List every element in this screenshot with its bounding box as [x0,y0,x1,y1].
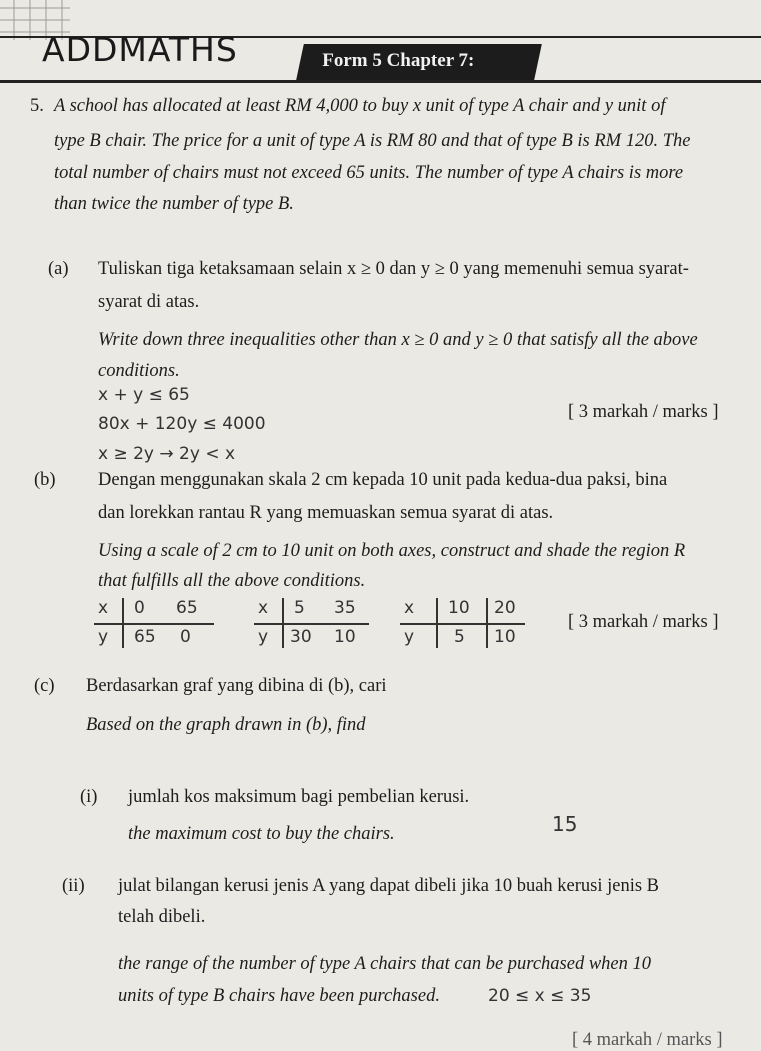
table-3-y-label: y [404,627,415,647]
question-stem-line-2: type B chair. The price for a unit of type A is RM 80 and that of type B is RM 120. The [54,131,691,151]
handwritten-answer-c-i: 15 [552,812,578,836]
part-b-english-line-2: that fulfills all the above conditions. [98,571,366,591]
table-3-y-value-2: 10 [494,627,516,647]
subject-title: ADDMATHS [42,30,238,69]
part-c-ii-malay-line-1: julat bilangan kerusi jenis A yang dapat dibeli jika 10 buah kerusi jenis B [118,876,660,896]
part-b-english-line-1: Using a scale of 2 cm to 10 unit on both axes, construct and shade the region R [98,541,686,561]
value-table-1 [98,598,213,653]
part-c-ii-english-line-1: the range of the number of type A chairs that can be purchased when 10 [118,954,651,974]
table-1-y-value-1: 65 [134,627,156,647]
part-c-i-malay: jumlah kos maksimum bagi pembelian kerusi. [128,787,470,807]
question-stem-line-4: than twice the number of type B. [54,194,294,214]
question-number: 5. [30,96,44,116]
part-b-malay-line-1: Dengan menggunakan skala 2 cm kepada 10 unit pada kedua-dua paksi, bina [98,470,668,490]
table-3-divider-1 [436,598,438,648]
table-2-y-value-2: 10 [334,627,356,647]
part-a-malay-line-2: syarat di atas. [98,292,200,312]
table-2-y-value-1: 30 [290,627,312,647]
part-c-label: (c) [34,676,55,696]
part-c-malay-intro: Berdasarkan graf yang dibina di (b), cari [86,676,387,696]
table-1-divider [122,598,124,648]
table-3-x-value-1: 10 [448,598,470,618]
chapter-label: Form 5 Chapter 7: [322,50,475,71]
header-rule-bottom [0,80,761,83]
table-1-x-label: x [98,598,109,618]
part-b-marks: [ 3 markah / marks ] [568,612,719,632]
part-a-english-line-2: conditions. [98,361,180,381]
value-table-2 [258,598,373,653]
part-a-malay-line-1: Tuliskan tiga ketaksamaan selain x ≥ 0 dan y ≥ 0 yang memenuhi semua syarat- [98,259,689,279]
handwritten-answer-c-ii: 20 ≤ x ≤ 35 [488,986,592,1006]
table-2-x-value-2: 35 [334,598,356,618]
table-2-y-label: y [258,627,269,647]
part-c-i-label: (i) [80,787,98,807]
part-a-marks: [ 3 markah / marks ] [568,402,719,422]
question-stem-line-1: A school has allocated at least RM 4,000 to buy x unit of type A chair and y unit of [54,96,666,116]
part-a-english-line-1: Write down three inequalities other than x ≥ 0 and y ≥ 0 that satisfy all the above [98,330,698,350]
table-1-x-value-1: 0 [134,598,145,618]
table-3-y-value-1: 5 [454,627,465,647]
part-c-ii-malay-line-2: telah dibeli. [118,907,206,927]
table-2-x-label: x [258,598,269,618]
table-2-rule [254,623,369,625]
part-c-english-intro: Based on the graph drawn in (b), find [86,715,366,735]
part-b-label: (b) [34,470,56,490]
table-1-x-value-2: 65 [176,598,198,618]
table-1-y-label: y [98,627,109,647]
handwritten-inequality-3: x ≥ 2y → 2y < x [98,444,236,464]
question-stem-line-3: total number of chairs must not exceed 65 units. The number of type A chairs is more [54,163,684,183]
table-1-rule [94,623,214,625]
part-c-ii-label: (ii) [62,876,85,896]
part-c-i-english: the maximum cost to buy the chairs. [128,824,395,844]
handwritten-inequality-1: x + y ≤ 65 [98,385,190,405]
table-2-divider [282,598,284,648]
handwritten-inequality-2: 80x + 120y ≤ 4000 [98,414,266,434]
table-3-x-value-2: 20 [494,598,516,618]
table-3-rule [400,623,525,625]
part-c-ii-english-line-2: units of type B chairs have been purchased. [118,986,440,1006]
table-1-y-value-2: 0 [180,627,191,647]
chapter-banner [296,44,542,80]
table-3-x-label: x [404,598,415,618]
table-2-x-value-1: 5 [294,598,305,618]
part-b-malay-line-2: dan lorekkan rantau R yang memuaskan semua syarat di atas. [98,503,554,523]
value-table-3 [404,598,529,653]
part-a-label: (a) [48,259,69,279]
part-c-marks: [ 4 markah / marks ] [572,1030,723,1050]
table-3-divider-2 [486,598,488,648]
